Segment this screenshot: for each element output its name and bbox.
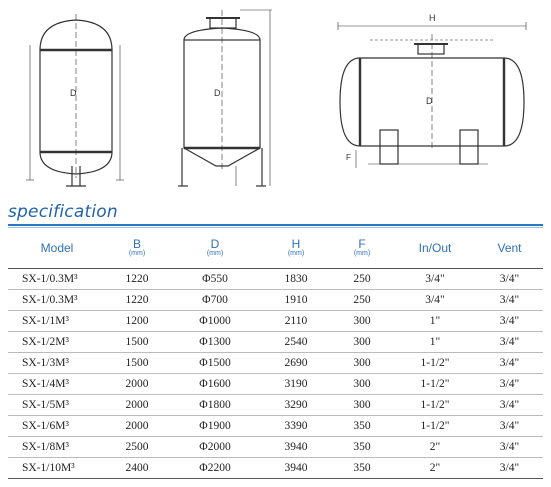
cell-vent: 3/4" — [476, 269, 543, 290]
horizontal-tank-drawing — [338, 22, 526, 168]
cell-f: 300 — [330, 332, 394, 353]
cell-vent: 3/4" — [476, 437, 543, 458]
cell-b: 1200 — [106, 311, 168, 332]
specification-table — [8, 228, 543, 479]
cell-in-out: 2" — [394, 458, 476, 479]
cell-b: 2000 — [106, 374, 168, 395]
table-row — [8, 290, 543, 311]
cell-in-out: 1-1/2" — [394, 416, 476, 437]
cell-f: 350 — [330, 437, 394, 458]
table-row — [8, 395, 543, 416]
cell-d: Φ2000 — [168, 437, 262, 458]
cell-f: 300 — [330, 311, 394, 332]
cell-h: 1830 — [262, 269, 330, 290]
cell-h: 3290 — [262, 395, 330, 416]
cell-d: Φ1800 — [168, 395, 262, 416]
cell-vent: 3/4" — [476, 290, 543, 311]
cell-b: 2000 — [106, 395, 168, 416]
cell-d: Φ2200 — [168, 458, 262, 479]
cell-h: 2690 — [262, 353, 330, 374]
cell-in-out: 3/4" — [394, 269, 476, 290]
table-row — [8, 311, 543, 332]
header-d: D (mm) — [168, 228, 262, 269]
table-row — [8, 374, 543, 395]
cell-f: 250 — [330, 269, 394, 290]
cell-model: SX-1/1M³ — [8, 311, 106, 332]
cell-b: 1500 — [106, 332, 168, 353]
cell-b: 1500 — [106, 353, 168, 374]
title-rule — [8, 224, 543, 226]
cell-model: SX-1/3M³ — [8, 353, 106, 374]
cell-h: 1910 — [262, 290, 330, 311]
vertical-tank-cone-bottom-drawing — [178, 10, 272, 186]
drawing-label-d3: D — [426, 96, 433, 106]
table-row — [8, 458, 543, 479]
cell-d: Φ1900 — [168, 416, 262, 437]
cell-model: SX-1/5M³ — [8, 395, 106, 416]
cell-vent: 3/4" — [476, 374, 543, 395]
table-row — [8, 269, 543, 290]
cell-model: SX-1/10M³ — [8, 458, 106, 479]
table-row — [8, 416, 543, 437]
cell-f: 300 — [330, 353, 394, 374]
cell-d: Φ1600 — [168, 374, 262, 395]
cell-vent: 3/4" — [476, 353, 543, 374]
drawing-label-f: F — [346, 153, 351, 162]
cell-f: 300 — [330, 374, 394, 395]
cell-b: 2500 — [106, 437, 168, 458]
cell-in-out: 3/4" — [394, 290, 476, 311]
cell-h: 3940 — [262, 437, 330, 458]
cell-vent: 3/4" — [476, 458, 543, 479]
cell-d: Φ1500 — [168, 353, 262, 374]
cell-h: 2540 — [262, 332, 330, 353]
cell-vent: 3/4" — [476, 332, 543, 353]
cell-h: 3390 — [262, 416, 330, 437]
header-model: Model — [8, 228, 106, 269]
cell-h: 2110 — [262, 311, 330, 332]
cell-in-out: 1" — [394, 311, 476, 332]
cell-f: 350 — [330, 458, 394, 479]
cell-model: SX-1/0.3M³ — [8, 269, 106, 290]
cell-h: 3940 — [262, 458, 330, 479]
table-header-row — [8, 228, 543, 269]
cell-d: Φ700 — [168, 290, 262, 311]
cell-model: SX-1/4M³ — [8, 374, 106, 395]
table-row — [8, 437, 543, 458]
cell-vent: 3/4" — [476, 395, 543, 416]
cell-vent: 3/4" — [476, 311, 543, 332]
cell-b: 2400 — [106, 458, 168, 479]
drawing-label-d2: D — [214, 88, 221, 98]
cell-b: 1220 — [106, 290, 168, 311]
cell-in-out: 2" — [394, 437, 476, 458]
vertical-tank-with-legs-drawing — [26, 14, 124, 186]
cell-d: Φ550 — [168, 269, 262, 290]
cell-d: Φ1300 — [168, 332, 262, 353]
header-h: H (mm) — [262, 228, 330, 269]
cell-model: SX-1/8M³ — [8, 437, 106, 458]
cell-in-out: 1-1/2" — [394, 353, 476, 374]
cell-vent: 3/4" — [476, 416, 543, 437]
drawing-label-d1: D — [70, 88, 77, 98]
cell-f: 350 — [330, 416, 394, 437]
tank-drawings — [0, 0, 551, 200]
table-row — [8, 353, 543, 374]
table-row — [8, 332, 543, 353]
cell-in-out: 1-1/2" — [394, 395, 476, 416]
specification-title: specification — [8, 202, 118, 222]
header-vent: Vent — [476, 228, 543, 269]
cell-model: SX-1/0.3M³ — [8, 290, 106, 311]
cell-h: 3190 — [262, 374, 330, 395]
cell-f: 250 — [330, 290, 394, 311]
cell-model: SX-1/2M³ — [8, 332, 106, 353]
header-in-out: In/Out — [394, 228, 476, 269]
header-f: F (mm) — [330, 228, 394, 269]
cell-b: 2000 — [106, 416, 168, 437]
table-body — [8, 269, 543, 479]
drawing-label-h: H — [429, 13, 436, 23]
cell-d: Φ1000 — [168, 311, 262, 332]
cell-in-out: 1-1/2" — [394, 374, 476, 395]
cell-b: 1220 — [106, 269, 168, 290]
cell-f: 300 — [330, 395, 394, 416]
cell-model: SX-1/6M³ — [8, 416, 106, 437]
header-b: B (mm) — [106, 228, 168, 269]
cell-in-out: 1" — [394, 332, 476, 353]
